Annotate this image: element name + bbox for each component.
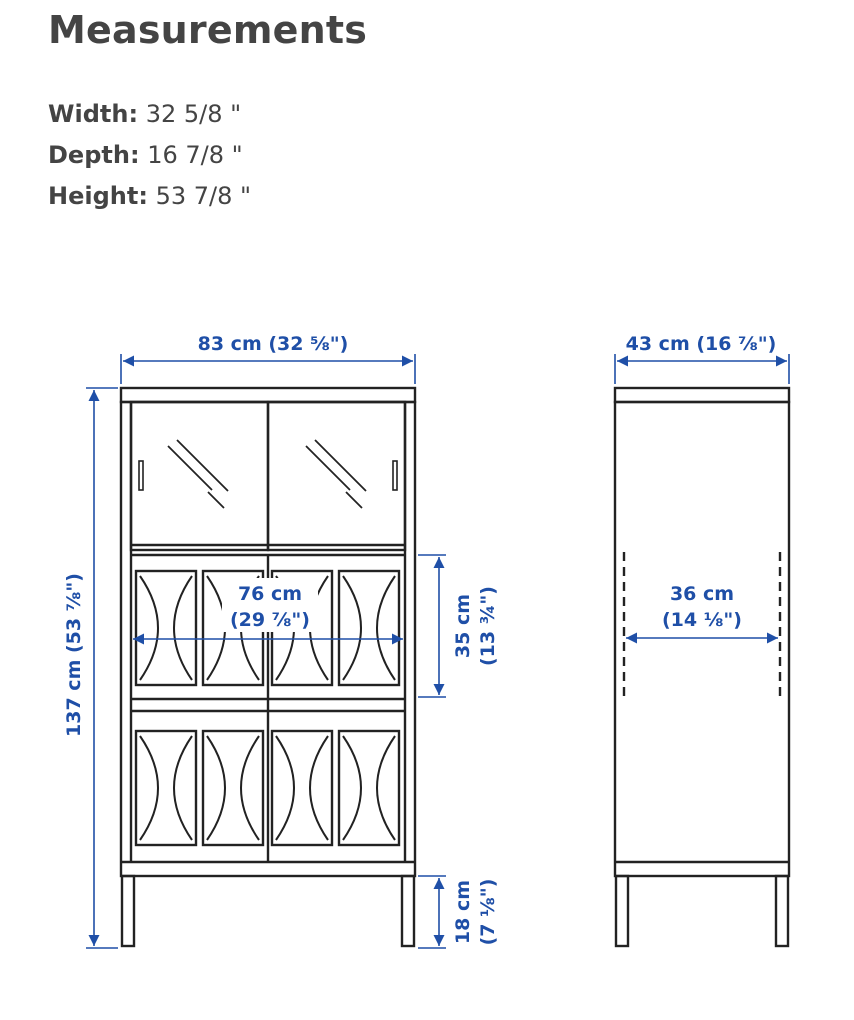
width-label: Width: (48, 100, 139, 128)
side-top (615, 388, 789, 402)
leg-height-cm: 18 cm (452, 879, 474, 945)
depth-value: 16 7/8 " (147, 141, 243, 169)
inner-width-in: (29 ⅞") (230, 609, 310, 631)
door-handle-right (393, 461, 397, 490)
height-value: 53 7/8 " (155, 182, 252, 210)
inner-depth-in: (14 ⅛") (662, 609, 742, 631)
front-view (121, 388, 415, 946)
total-height-label: 137 cm (53 ⅞") (63, 573, 85, 737)
door-handle-left (139, 461, 143, 490)
page-title: Measurements (48, 8, 368, 52)
glass-door-left (131, 402, 268, 550)
width-value: 32 5/8 " (145, 100, 242, 128)
side-view (615, 388, 789, 946)
front-width-label: 83 cm (32 ⅝") (197, 333, 349, 355)
shelf-height-in: (13 ¾") (477, 586, 499, 666)
depth-label: Depth: (48, 141, 140, 169)
side-body (615, 402, 789, 876)
front-leg-right (402, 876, 414, 946)
side-depth-label: 43 cm (16 ⅞") (625, 333, 777, 355)
inner-depth-cm: 36 cm (669, 583, 735, 605)
front-leg-left (122, 876, 134, 946)
leg-height-in: (7 ⅛") (477, 878, 499, 946)
side-leg-left (616, 876, 628, 946)
cabinet-top (121, 388, 415, 402)
shelf-height-cm: 35 cm (452, 593, 474, 659)
height-label: Height: (48, 182, 148, 210)
side-leg-right (776, 876, 788, 946)
dimension-lines (86, 354, 789, 948)
inner-width-cm: 76 cm (237, 583, 303, 605)
